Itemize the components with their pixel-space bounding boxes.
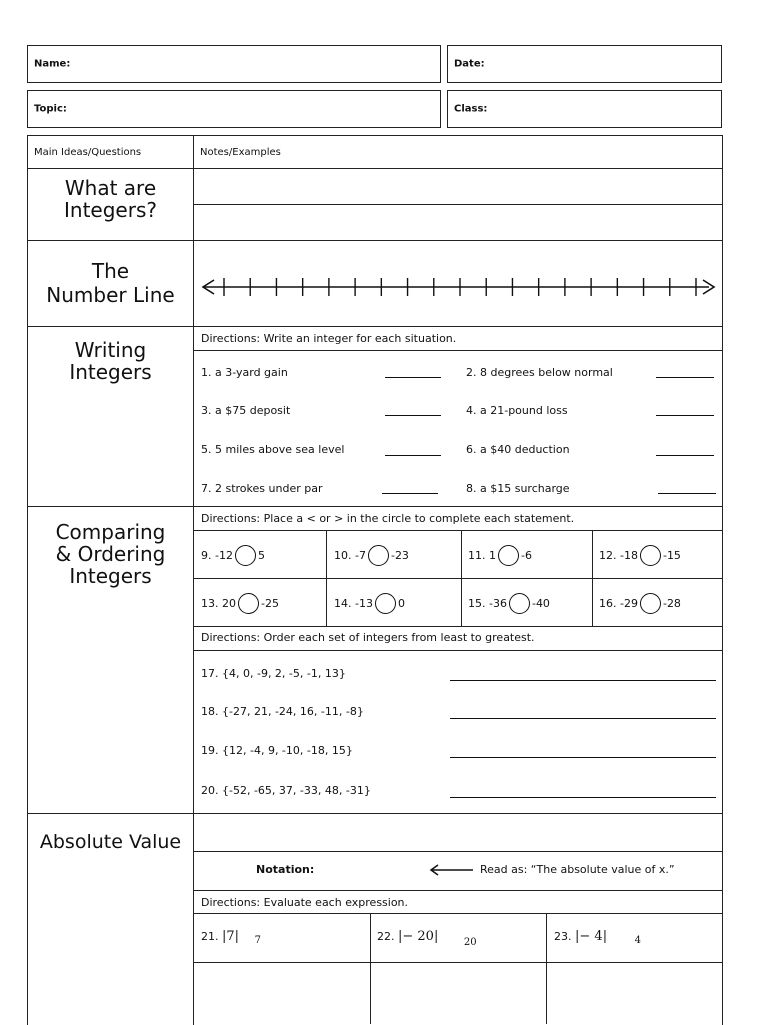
topic-label: Topic: <box>34 103 67 115</box>
column-header-notes: Notes/Examples <box>200 147 281 158</box>
header-row-divider <box>27 168 723 169</box>
absolute-item <box>377 929 477 948</box>
topic-field[interactable] <box>27 90 441 128</box>
section-title-number-line <box>28 260 193 306</box>
row-divider <box>193 913 723 914</box>
cell-divider <box>370 913 371 1024</box>
abs-answer: 20 <box>463 937 477 948</box>
compare-left: 13. 20 <box>201 597 236 610</box>
row-divider <box>193 962 723 963</box>
compare-left: 16. -29 <box>599 597 638 610</box>
item-number: 23. <box>554 930 572 943</box>
writing-item: 4. a 21-pound loss <box>466 404 568 417</box>
section-title-line: Integers <box>69 360 152 384</box>
compare-circle[interactable] <box>509 593 530 614</box>
cell-divider <box>592 530 593 626</box>
answer-blank[interactable] <box>450 797 716 798</box>
compare-item <box>599 593 681 614</box>
compare-left: 9. -12 <box>201 549 233 562</box>
class-label: Class: <box>454 103 488 115</box>
section-divider <box>27 506 723 507</box>
absolute-item <box>554 929 641 944</box>
absolute-item <box>201 929 261 944</box>
date-field[interactable] <box>447 45 722 83</box>
compare-right: -23 <box>390 549 409 562</box>
section-title-integers <box>28 177 193 221</box>
compare-left: 15. -36 <box>468 597 507 610</box>
section-title-absolute-value: Absolute Value <box>39 831 182 853</box>
section-title-line: & Ordering <box>55 542 166 566</box>
section-title-comparing <box>28 521 193 587</box>
abs-expression: − 4 <box>579 929 603 944</box>
writing-item: 5. 5 miles above sea level <box>201 443 345 456</box>
row-divider <box>193 530 723 531</box>
answer-blank[interactable] <box>450 718 716 719</box>
answer-blank[interactable] <box>450 680 716 681</box>
column-header-main-ideas: Main Ideas/Questions <box>34 147 142 158</box>
compare-circle[interactable] <box>375 593 396 614</box>
writing-item: 7. 2 strokes under par <box>201 482 323 495</box>
comparing-directions: Directions: Place a < or > in the circle to complete each statement. <box>201 512 575 525</box>
compare-right: 0 <box>397 597 405 610</box>
section-divider <box>27 813 723 814</box>
cell-divider <box>461 530 462 626</box>
section-title-line: Number Line <box>46 283 175 307</box>
answer-blank[interactable] <box>450 757 716 758</box>
section-title-line: Integers? <box>64 198 157 222</box>
ordering-item: 20. {-52, -65, 37, -33, 48, -31} <box>201 784 371 797</box>
compare-right: -25 <box>261 597 279 610</box>
compare-circle[interactable] <box>640 545 661 566</box>
read-as-text: Read as: “The absolute value of x.” <box>480 863 675 876</box>
writing-item: 8. a $15 surcharge <box>466 482 570 495</box>
cell-divider <box>326 530 327 626</box>
notation-label: Notation: <box>256 863 315 876</box>
left-arrow-icon <box>428 864 474 876</box>
compare-item <box>468 545 532 566</box>
compare-circle[interactable] <box>498 545 519 566</box>
name-label: Name: <box>34 58 71 70</box>
compare-item <box>201 545 265 566</box>
row-divider <box>193 890 723 891</box>
row-divider <box>193 851 723 852</box>
compare-left: 12. -18 <box>599 549 638 562</box>
answer-blank[interactable] <box>385 455 441 456</box>
compare-item <box>334 593 405 614</box>
answer-blank[interactable] <box>656 415 714 416</box>
section-divider <box>27 326 723 327</box>
compare-right: -40 <box>531 597 550 610</box>
compare-left: 14. -13 <box>334 597 373 610</box>
compare-circle[interactable] <box>640 593 661 614</box>
item-number: 21. <box>201 930 219 943</box>
ordering-item: 17. {4, 0, -9, 2, -5, -1, 13} <box>201 667 346 680</box>
compare-item <box>468 593 550 614</box>
abs-bar-left: | <box>398 929 403 944</box>
section-title-line: What are <box>64 176 157 200</box>
compare-item <box>599 545 681 566</box>
row-divider <box>193 350 723 351</box>
writing-item: 6. a $40 deduction <box>466 443 570 456</box>
compare-right: -6 <box>521 549 532 562</box>
answer-blank[interactable] <box>656 455 714 456</box>
writing-item: 2. 8 degrees below normal <box>466 366 613 379</box>
section-title-writing <box>28 339 193 383</box>
compare-item <box>334 545 409 566</box>
compare-right: -15 <box>662 549 681 562</box>
abs-expression: 7 <box>226 929 235 944</box>
compare-item <box>201 593 279 614</box>
section-divider <box>27 240 723 241</box>
writing-item: 1. a 3-yard gain <box>201 366 288 379</box>
item-number: 22. <box>377 930 395 943</box>
ordering-directions: Directions: Order each set of integers from least to greatest. <box>201 631 535 644</box>
abs-expression: − 20 <box>402 929 434 944</box>
compare-left: 10. -7 <box>334 549 366 562</box>
row-divider <box>193 650 723 651</box>
section-title-line: The <box>91 259 130 283</box>
compare-right: 5 <box>257 549 265 562</box>
abs-bar-left: | <box>575 929 580 944</box>
section-title-line: Writing <box>74 338 147 362</box>
abs-bar-right: | <box>234 929 240 944</box>
compare-circle[interactable] <box>368 545 389 566</box>
answer-blank[interactable] <box>656 377 714 378</box>
row-divider <box>193 578 723 579</box>
abs-bar-right: | <box>602 929 608 944</box>
date-label: Date: <box>454 58 485 70</box>
abs-answer: 7 <box>254 935 261 946</box>
answer-blank[interactable] <box>385 415 441 416</box>
answer-blank[interactable] <box>385 377 441 378</box>
row-divider <box>193 626 723 627</box>
cell-divider <box>546 913 547 1024</box>
compare-left: 11. 1 <box>468 549 496 562</box>
ordering-item: 19. {12, -4, 9, -10, -18, 15} <box>201 744 353 757</box>
name-field[interactable] <box>27 45 441 83</box>
writing-item: 3. a $75 deposit <box>201 404 291 417</box>
number-line <box>196 270 721 304</box>
section-title-line: Comparing <box>55 520 166 544</box>
compare-circle[interactable] <box>238 593 259 614</box>
ordering-item: 18. {-27, 21, -24, 16, -11, -8} <box>201 705 364 718</box>
compare-right: -28 <box>662 597 681 610</box>
notes-line <box>193 204 723 205</box>
abs-bar-left: | <box>222 929 227 944</box>
abs-bar-right: | <box>433 929 439 944</box>
column-divider <box>193 135 194 1025</box>
compare-circle[interactable] <box>235 545 256 566</box>
class-field[interactable] <box>447 90 722 128</box>
absolute-directions: Directions: Evaluate each expression. <box>201 896 409 909</box>
section-title-line: Integers <box>69 564 152 588</box>
answer-blank[interactable] <box>382 493 438 494</box>
writing-directions: Directions: Write an integer for each situation. <box>201 332 457 345</box>
answer-blank[interactable] <box>658 493 716 494</box>
abs-answer: 4 <box>634 935 641 946</box>
